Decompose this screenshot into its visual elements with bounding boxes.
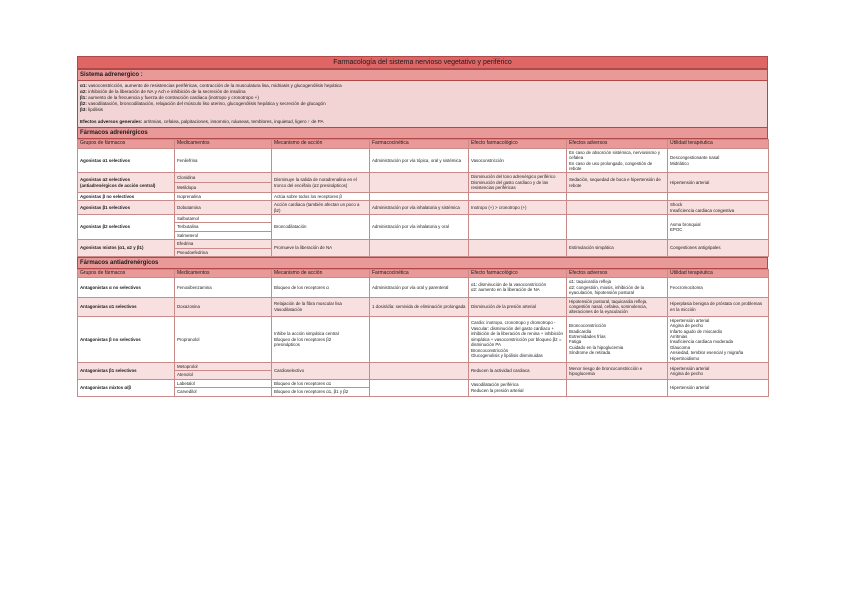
- drug-group-cell: Agonistas mixtos (α1, α2 y β1): [78, 240, 175, 257]
- pharmacological-effect-cell: [469, 214, 567, 239]
- drug-name-cell: Doxazosina: [175, 297, 272, 316]
- column-header-row: [78, 140, 769, 148]
- receptor-label: β2:: [80, 100, 87, 106]
- table-row: [78, 240, 769, 248]
- pharmacokinetics-cell: Administración por vía inhalatoria y sistémica: [370, 201, 469, 215]
- drug-name-cell: Propranolol: [175, 316, 272, 362]
- drug-name-cell: Clonidina: [175, 173, 272, 183]
- receptor-text: aumento de la frecuencia y fuerza de contracción cardiaca (inotropo y cronotropo +): [86, 94, 259, 100]
- antagonists-heading: Fármacos antiadrenérgicos: [77, 257, 768, 269]
- column-header: Farmacocinética: [370, 140, 469, 148]
- page-title: Farmacología del sistema nervioso vegetativo y periférico: [77, 56, 768, 69]
- column-header: Grupos de fármacos: [78, 140, 175, 148]
- therapeutic-use-cell: [668, 192, 769, 200]
- drug-name-cell: Efedrina: [175, 240, 272, 248]
- therapeutic-use-cell: Congestiones antigripales: [668, 240, 769, 257]
- pharmacological-effect-cell: [469, 192, 567, 200]
- column-header: Efecto farmacológico: [469, 269, 567, 277]
- mechanism-cell: Inhibe la acción simpática central Bloqueo de los receptores β2 presinápticos: [272, 316, 370, 362]
- drug-group-cell: Agonistas α1 selectivos: [78, 148, 175, 173]
- adrenergic-system-section: [77, 69, 768, 127]
- adverse-effects-cell: [567, 379, 668, 396]
- mechanism-cell: Acción cardiaca (también afectan un poco a β2): [272, 201, 370, 215]
- column-header: Farmacocinética: [370, 269, 469, 277]
- receptor-label: α1:: [80, 83, 87, 88]
- therapeutic-use-cell: Feocromocitoma: [668, 278, 769, 297]
- therapeutic-use-cell: Hipertensión arterial: [668, 173, 769, 192]
- adverse-effects-cell: [567, 201, 668, 215]
- agonists-heading: Fármacos adrenérgicos: [77, 127, 768, 139]
- column-header: Efectos adversos: [567, 269, 668, 277]
- therapeutic-use-cell: Asma bronquial EPOC: [668, 214, 769, 239]
- mechanism-cell: [272, 148, 370, 173]
- drug-name-cell: Atenolol: [175, 371, 272, 379]
- drug-group-cell: Agonistas β2 selectivos: [78, 214, 175, 239]
- pharmacokinetics-cell: [370, 379, 469, 396]
- table-row: [78, 297, 769, 316]
- adverse-effects-cell: Broncoconstricción Bradicardia Extremidades frías Fatiga Cuidado en la hipoglucemia Síndrome de retirada: [567, 316, 668, 362]
- column-header: Efectos adversos: [567, 140, 668, 148]
- therapeutic-use-cell: Descongestionante nasal Midriático: [668, 148, 769, 173]
- mechanism-cell: Broncodilatación: [272, 214, 370, 239]
- column-header: Mecanismo de acción: [272, 269, 370, 277]
- column-header: Mecanismo de acción: [272, 140, 370, 148]
- therapeutic-use-cell: Hipertensión arterial Angina de pecho: [668, 363, 769, 380]
- table-row: [78, 148, 769, 173]
- column-header: Efecto farmacológico: [469, 140, 567, 148]
- pharmacokinetics-cell: [370, 316, 469, 362]
- pharmacological-effect-cell: Vasodilatación periférica Reducen la presión arterial: [469, 379, 567, 396]
- receptor-text: lipólisis: [86, 106, 103, 112]
- drug-name-cell: Metoprolol: [175, 363, 272, 371]
- adverse-effects-cell: α1: taquicardia refleja α2: congestión, miosis, inhibición de la eyaculación, hipotensión postural: [567, 278, 668, 297]
- column-header: Utilidad terapéutica: [668, 269, 769, 277]
- drug-group-cell: Antagonistas α1 selectivos: [78, 297, 175, 316]
- drug-name-cell: Metildopa: [175, 183, 272, 193]
- mechanism-cell: Bloqueo de los receptores α1, β1 y β2: [272, 388, 370, 396]
- mechanism-cell: Disminuye la salida de noradrenalina en el tronco del encéfalo (α2 presinápticos): [272, 173, 370, 192]
- column-header: Medicamentos: [175, 140, 272, 148]
- column-header-row: [78, 269, 769, 277]
- mechanism-cell: Relajación de la fibra muscular lisa Vasodilatación: [272, 297, 370, 316]
- drug-group-cell: Antagonistas β no selectivos: [78, 316, 175, 362]
- pharmacological-effect-cell: Reducen la actividad cardiaca: [469, 363, 567, 380]
- mechanism-cell: Bloqueo de los receptores α1: [272, 379, 370, 387]
- drug-name-cell: Isoprenalina: [175, 192, 272, 200]
- adverse-effects-cell: Sedación, sequedad de boca e hipertensión de rebote: [567, 173, 668, 192]
- drug-group-cell: Antagonistas β1 selectivos: [78, 363, 175, 380]
- column-header: Grupos de fármacos: [78, 269, 175, 277]
- table-row: [78, 201, 769, 215]
- drug-name-cell: Dobutamina: [175, 201, 272, 215]
- receptor-text: vasoconstricción, aumento de resistencias periféricas, contracción de la musculatura lisa, midriasis y glucogenólisis hepática: [86, 83, 342, 88]
- table-row: [78, 316, 769, 362]
- receptor-text: vasodilatación, broncodilatación, relajación del músculo liso uterino, glucogenólisis hepática y secreción de glucagón: [86, 100, 326, 106]
- drug-name-cell: Salmeterol: [175, 231, 272, 239]
- pharmacokinetics-cell: [370, 173, 469, 192]
- table-row: [78, 278, 769, 297]
- drug-name-cell: Terbutalina: [175, 223, 272, 231]
- pharmacological-effect-cell: [469, 240, 567, 257]
- pharmacokinetics-cell: [370, 240, 469, 257]
- pharmacokinetics-cell: Administración por vía tópica, oral y sistémica: [370, 148, 469, 173]
- drug-name-cell: Labetalol: [175, 379, 272, 387]
- adverse-effects-cell: En caso de absorción sistémica, nerviosismo y cefalea En caso de uso prolongado, congestión de rebote: [567, 148, 668, 173]
- drug-group-cell: Antagonistas α no selectivos: [78, 278, 175, 297]
- adverse-effects-cell: Hipotensión postural, taquicardia refleja, congestión nasal, cefalea, somnolencia, alteraciones de la eyaculación: [567, 297, 668, 316]
- pharmacological-effect-cell: Cardio: inotropo, cronotropo y dromotropo - Vascular: disminución del gasto cardiaco + inhibición de la liberación de renina + inhibición simpática + vasoconstricción por bloqueo β2 = disminución PA Broncoconstricción Glucogenolisis y lipólisis disminuidas: [469, 316, 567, 362]
- adverse-effects-cell: [567, 192, 668, 200]
- antagonists-table: [77, 269, 769, 397]
- drug-name-cell: Fenilefrina: [175, 148, 272, 173]
- column-header: Medicamentos: [175, 269, 272, 277]
- mechanism-cell: Actúa sobre todos los receptores β: [272, 192, 370, 200]
- receptor-label: β1:: [80, 94, 87, 100]
- drug-name-cell: Fenoxibenzamina: [175, 278, 272, 297]
- pharmacokinetics-cell: 1 dosis/día: semivida de eliminación prolongada: [370, 297, 469, 316]
- table-row: [78, 192, 769, 200]
- adverse-effects-cell: Estimulación simpática: [567, 240, 668, 257]
- drug-group-cell: Agonistas β no selectivos: [78, 192, 175, 200]
- therapeutic-use-cell: Hipertensión arterial: [668, 379, 769, 396]
- pharmacological-effect-cell: Disminución de la presión arterial: [469, 297, 567, 316]
- pharmacological-effect-cell: α1: disminución de la vasoconstricción α2: aumento en la liberación de NA: [469, 278, 567, 297]
- mechanism-cell: Bloqueo de los receptores α: [272, 278, 370, 297]
- adverse-text: arritmias, cefalea, palpitaciones, insomnio, náuseas, temblores, inquietud, ligero ↑ de PA: [142, 118, 324, 124]
- drug-group-cell: Antagonistas mixtos α/β: [78, 379, 175, 396]
- pharmacokinetics-cell: Administración por vía oral y parenteral: [370, 278, 469, 297]
- adverse-effects-cell: [567, 214, 668, 239]
- adverse-effects-cell: Menor riesgo de broncoconstricción e hipoglucemia: [567, 363, 668, 380]
- table-row: [78, 379, 769, 387]
- pharmacological-effect-cell: Inotropo (+) > cronotropo (+): [469, 201, 567, 215]
- therapeutic-use-cell: Hipertensión arterial Angina de pecho Infarto agudo de miocardio Arritmias Insuficiencia cardiaca moderada Glaucoma Ansiedad, temblor esencial y migraña Hipertiroidismo: [668, 316, 769, 362]
- drug-name-cell: Salbutamol: [175, 214, 272, 222]
- drug-group-cell: Agonistas α2 selectivos (antiadrenérgicos de acción central): [78, 173, 175, 192]
- receptor-label: α2:: [80, 88, 87, 94]
- receptor-text: inhibición de la liberación de NA y Ach e inhibición de la secreción de insulina: [86, 88, 246, 94]
- agonists-table: [77, 139, 769, 257]
- pharmacological-effect-cell: Disminución del tono adrenérgico periférico Disminución del gasto cardiaco y de las resistencias periféricas: [469, 173, 567, 192]
- table-row: [78, 173, 769, 183]
- table-row: [78, 214, 769, 222]
- column-header: Utilidad terapéutica: [668, 140, 769, 148]
- receptor-label: β3:: [80, 106, 87, 112]
- general-adverse-effects: [80, 119, 765, 125]
- drug-name-cell: Pseudoefedrina: [175, 248, 272, 256]
- spreadsheet-sheet: [77, 56, 768, 397]
- pharmacokinetics-cell: [370, 192, 469, 200]
- drug-group-cell: Agonistas β1 selectivos: [78, 201, 175, 215]
- pharmacokinetics-cell: Administración por vía inhalatoria y oral: [370, 214, 469, 239]
- adverse-label: Efectos adversos generales:: [80, 118, 143, 124]
- pharmacokinetics-cell: [370, 363, 469, 380]
- therapeutic-use-cell: Hiperplasia benigna de próstata con problemas en la micción: [668, 297, 769, 316]
- adrenergic-system-heading: Sistema adrenergico :: [78, 69, 767, 81]
- adrenergic-receptor-list: [78, 81, 767, 127]
- pharmacological-effect-cell: Vasoconstricción: [469, 148, 567, 173]
- therapeutic-use-cell: Shock Insuficiencia cardiaca congestiva: [668, 201, 769, 215]
- mechanism-cell: Cardioselectivo: [272, 363, 370, 380]
- table-row: [78, 363, 769, 371]
- mechanism-cell: Promueve la liberación de NA: [272, 240, 370, 257]
- drug-name-cell: Carvedilol: [175, 388, 272, 396]
